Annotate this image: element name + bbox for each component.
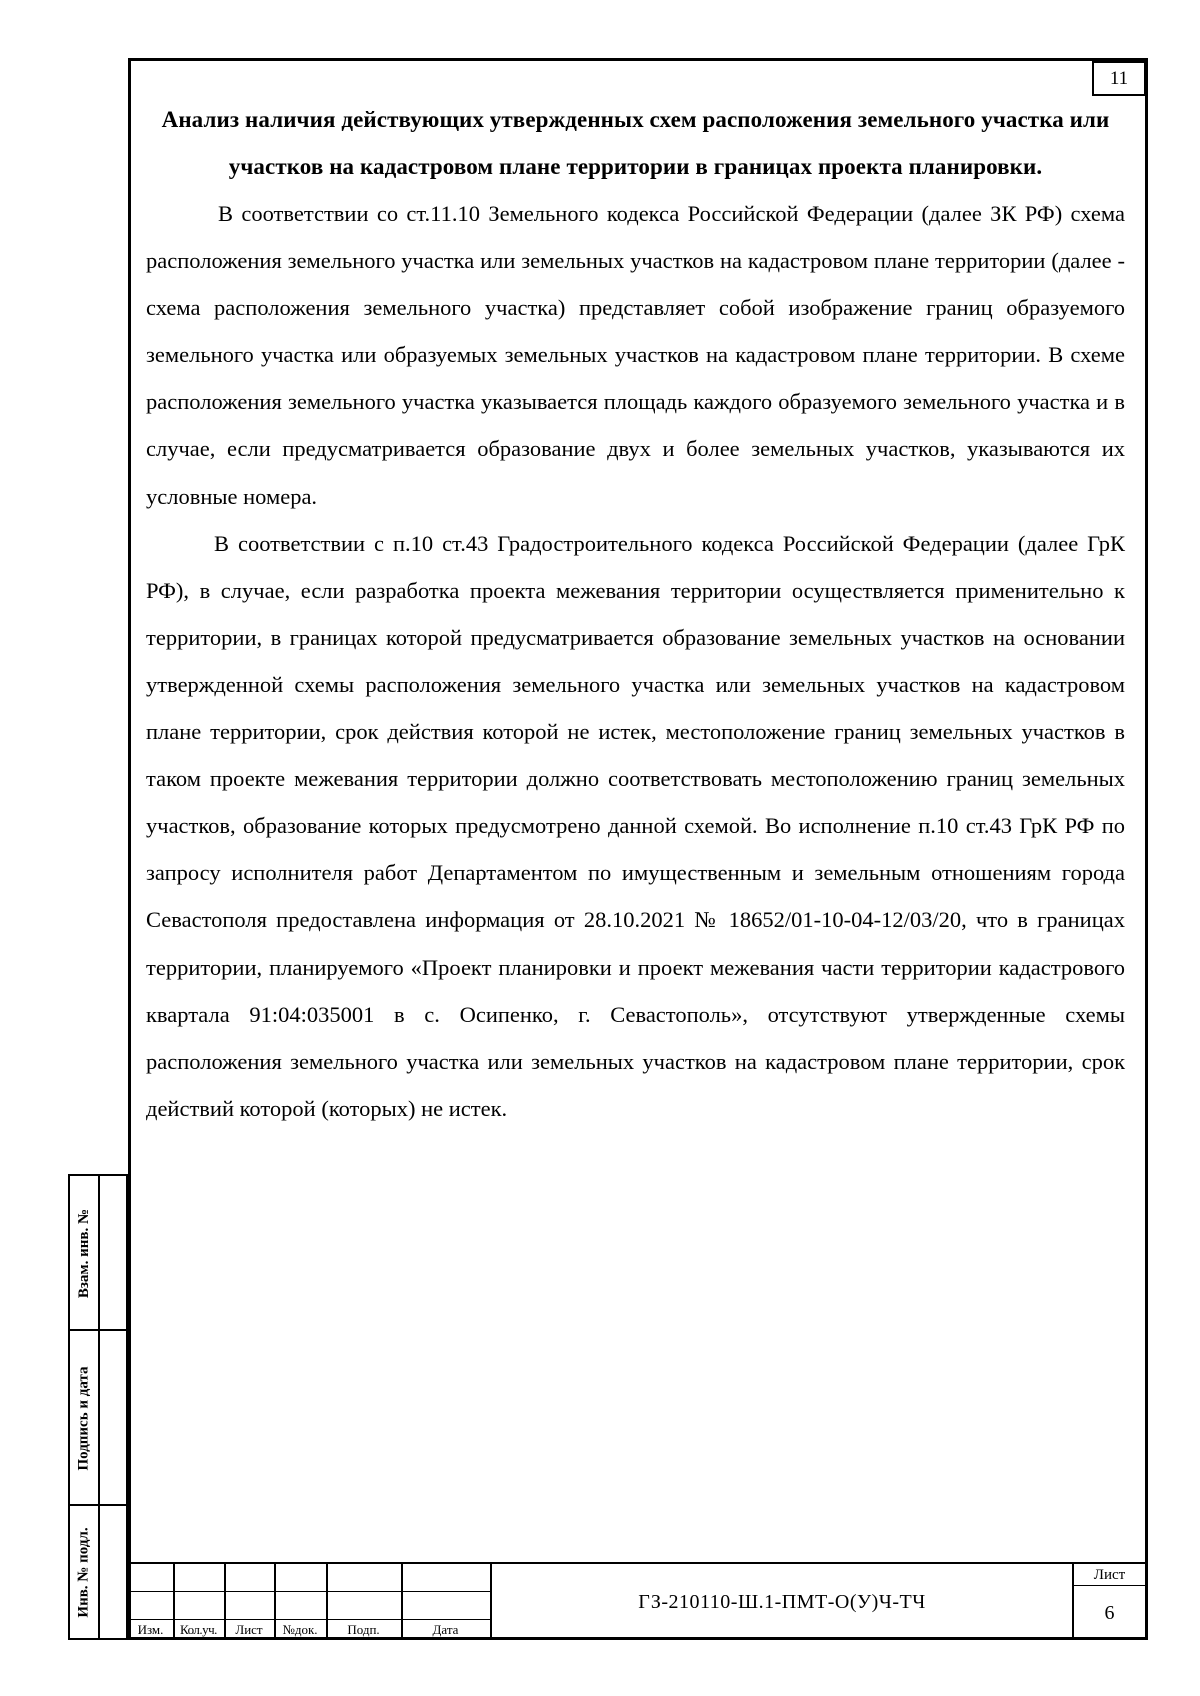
title-block	[128, 1562, 1148, 1640]
side-stamp-label-vzam: Взам. инв. №	[76, 1208, 92, 1299]
col-label-koluch: Кол.уч.	[180, 1622, 217, 1637]
side-stamp-cell-podpis	[70, 1331, 126, 1506]
side-stamp-label-podpis: Подпись и дата	[76, 1366, 92, 1471]
side-stamp-cell-inv	[70, 1506, 126, 1638]
page-number: 11	[1092, 61, 1146, 96]
sheet-number: 6	[1104, 1602, 1115, 1624]
side-stamp	[68, 1174, 128, 1640]
col-label-ndok: №док.	[282, 1622, 318, 1637]
title-block-row-line	[128, 1591, 490, 1592]
col-label-list: Лист	[235, 1622, 263, 1637]
side-stamp-cell-vzam	[70, 1176, 126, 1331]
title-block-grid	[128, 1564, 490, 1640]
col-label-data: Дата	[432, 1622, 459, 1637]
side-stamp-label-inv: Инв. № подл.	[76, 1526, 93, 1618]
document-title: Анализ наличия действующих утвержденных схем расположения земельного участка или участков на кадастровом плане территории в границах проекта планировки.	[161, 107, 1110, 179]
sheet-cell	[1072, 1564, 1145, 1640]
document-body	[146, 96, 1125, 1132]
sheet-label: Лист	[1074, 1564, 1145, 1586]
paragraph-2: В соответствии с п.10 ст.43 Градостроительного кодекса Российской Федерации (далее ГрК РФ), в случае, если разработка проекта межевания территории осуществляется применительно к территории, в границах которой предусматривается образование земельных участков на основании утвержденной схемы расположения земельного участка или земельных участков на кадастровом плане территории, срок действия которой не истек, местоположение границ земельных участков в таком проекте межевания территории должно соответствовать местоположению границ земельных участков, образование которых предусмотрено данной схемой. Во исполнение п.10 ст.43 ГрК РФ по запросу исполнителя работ Департаментом по имущественным и земельным отношениям города Севастополя предоставлена информация от 28.10.2021 № 18652/01-10-04-12/03/20, что в границах территории, планируемого «Проект планировки и проект межевания части территории кадастрового квартала 91:04:035001 в с. Осипенко, г. Севастополь», отсутствуют утвержденные схемы расположения земельного участка или земельных участков на кадастровом плане территории, срок действий которой (которых) не истек.	[146, 530, 1125, 1121]
document-code: ГЗ-210110-Ш.1-ПМТ-О(У)Ч-ТЧ	[490, 1564, 1072, 1640]
title-block-row-line	[128, 1619, 490, 1620]
paragraph-1: В соответствии со ст.11.10 Земельного кодекса Российской Федерации (далее ЗК РФ) схема расположения земельного участка или земельных участков на кадастровом плане территории (далее - схема расположения земельного участка) представляет собой изображение границ образуемого земельного участка или образуемых земельных участков на кадастровом плане территории. В схеме расположения земельного участка указывается площадь каждого образуемого земельного участка и в случае, если предусматривается образование двух и более земельных участков, указываются их условные номера.	[146, 201, 1125, 509]
col-label-izm: Изм.	[137, 1622, 164, 1637]
col-label-podp: Подп.	[347, 1622, 380, 1637]
